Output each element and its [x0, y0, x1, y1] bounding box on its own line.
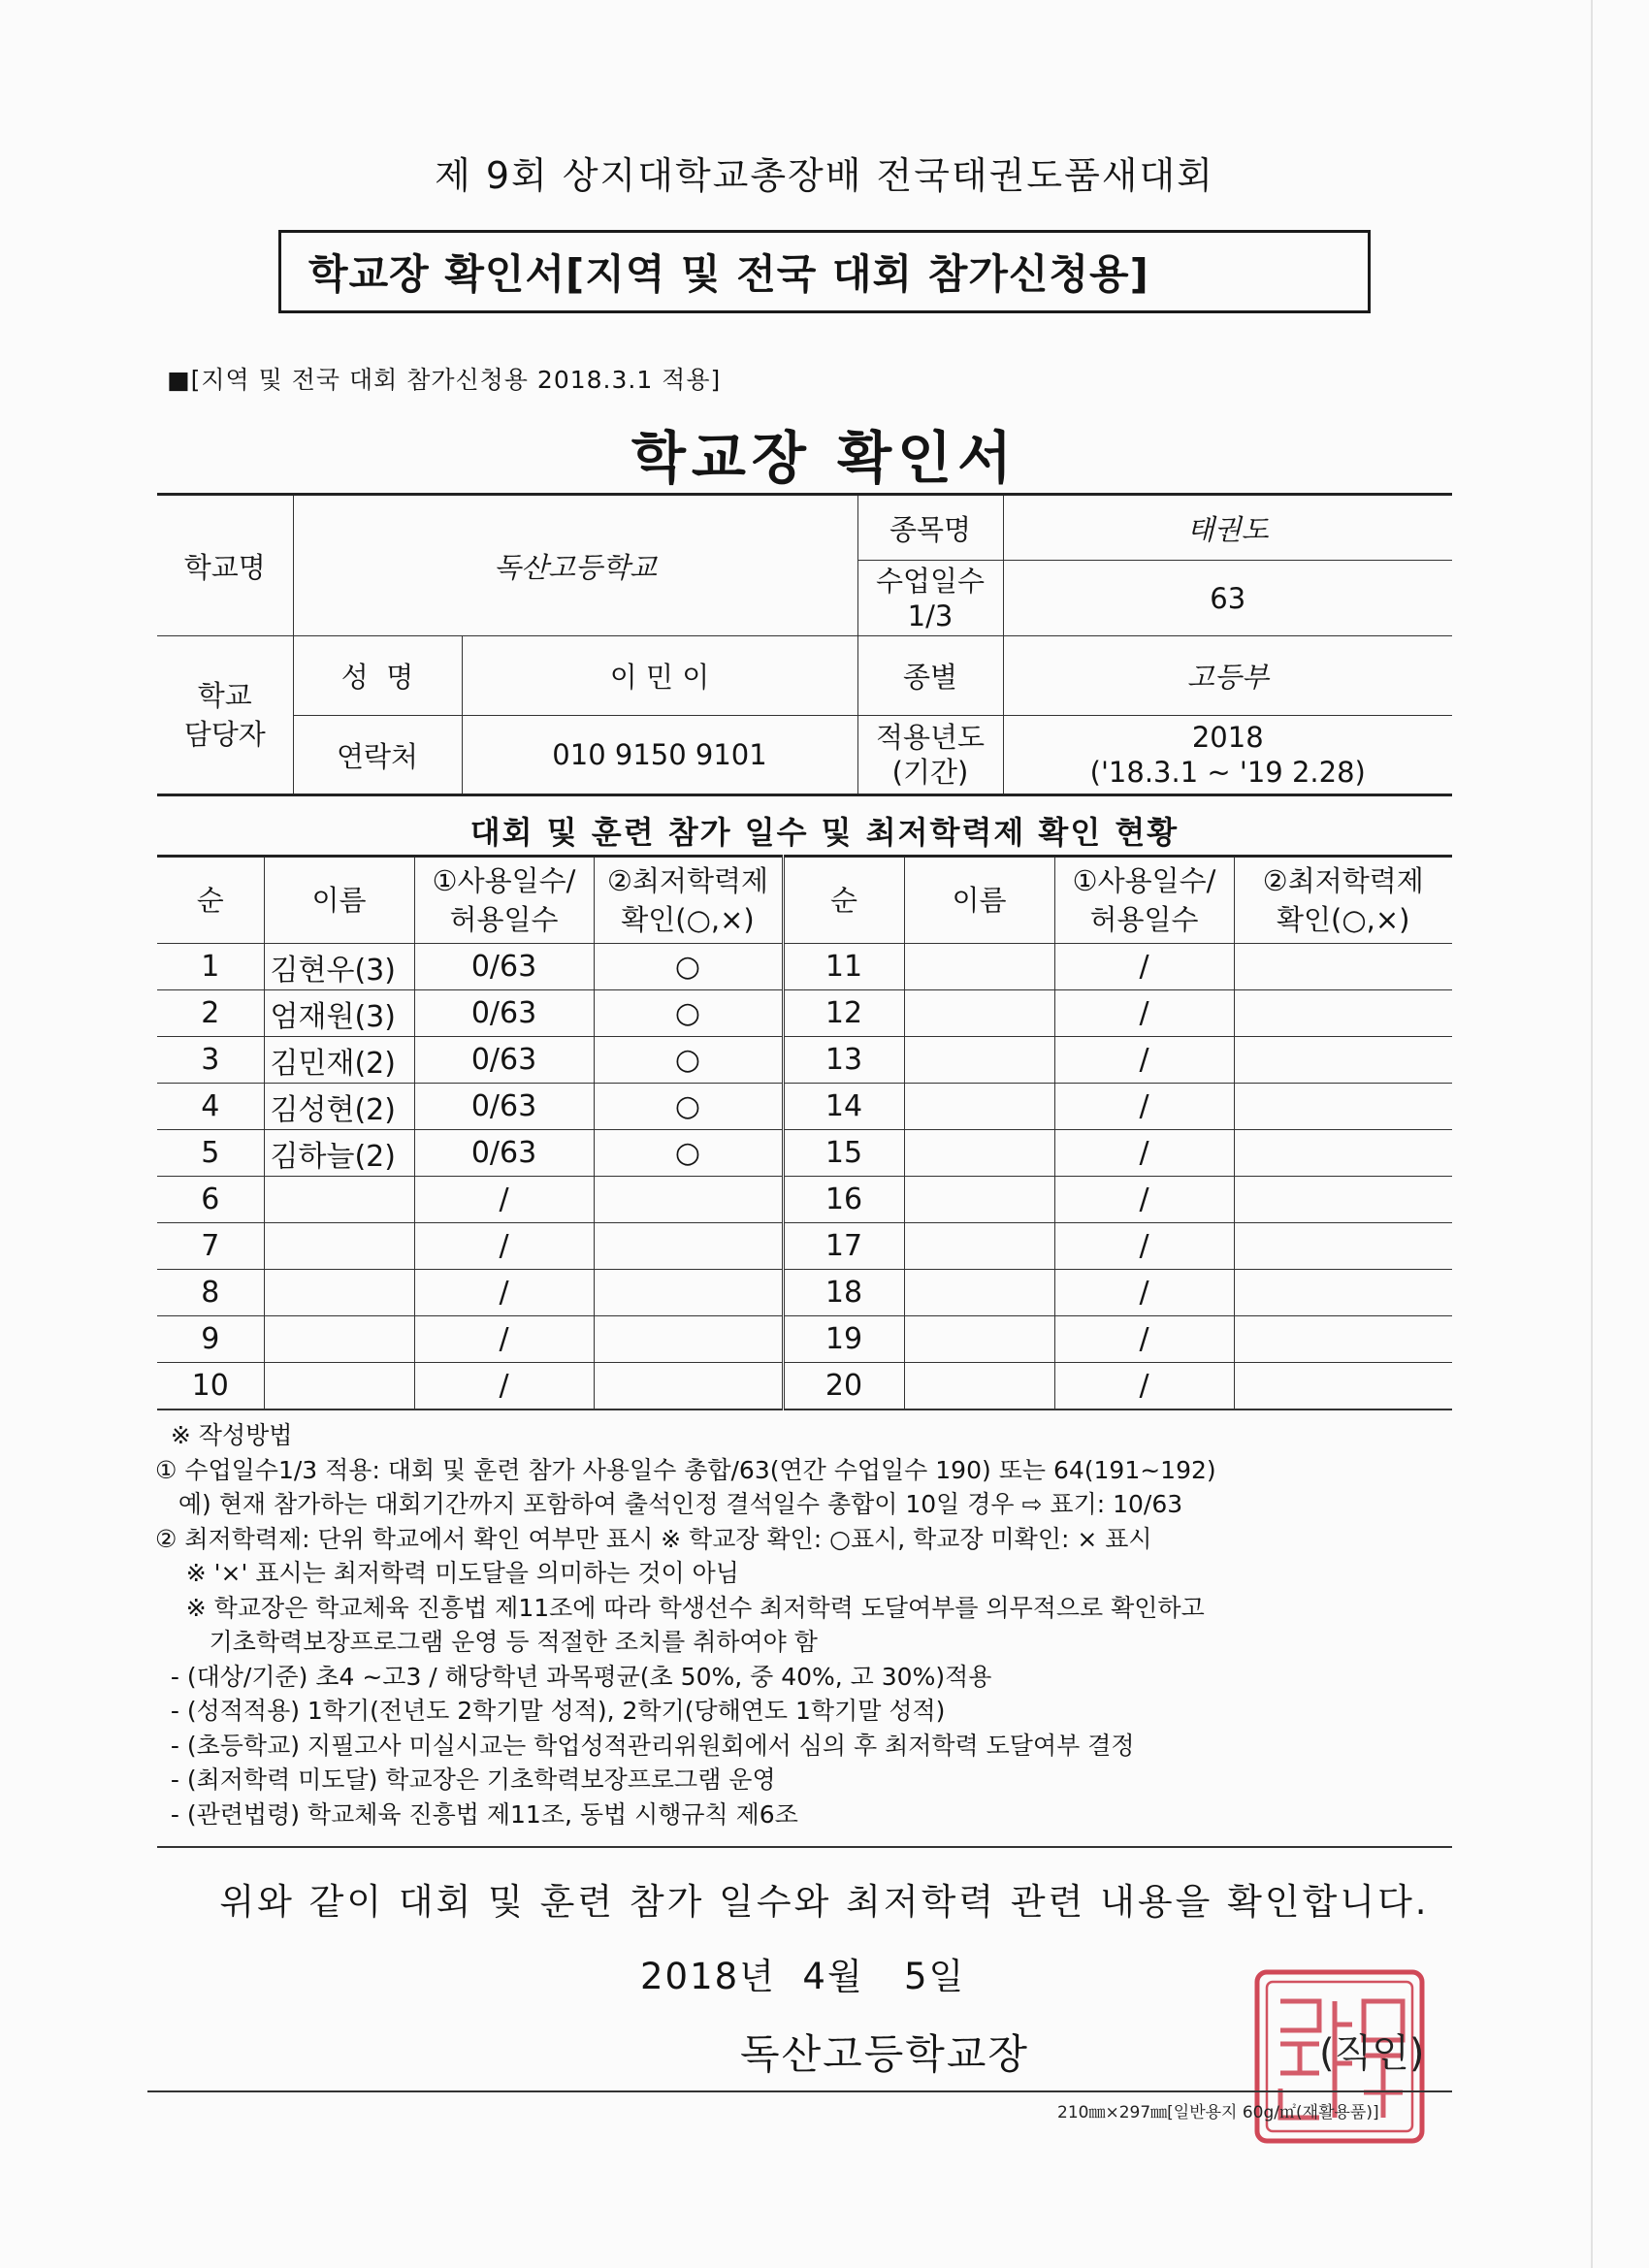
student-name	[264, 1223, 414, 1270]
student-name-right	[904, 1084, 1054, 1130]
division-value: 고등부	[1003, 636, 1452, 716]
used-days-right: /	[1054, 990, 1234, 1037]
header-check-right-line1: ②최저학력제	[1262, 864, 1424, 897]
bottom-divider	[147, 2090, 1452, 2092]
academic-check-right	[1234, 1363, 1452, 1410]
header-name-right: 이름	[904, 857, 1054, 944]
table-row	[157, 1130, 1452, 1177]
student-name	[264, 1363, 414, 1410]
row-number-right: 14	[783, 1084, 904, 1130]
row-number: 1	[157, 944, 264, 990]
note-line: - (관련법령) 학교체육 진흥법 제11조, 동법 시행규칙 제6조	[155, 1799, 798, 1829]
form-title: 학교장 확인서[지역 및 전국 대회 참가신청용]	[308, 250, 1149, 298]
school-info-table	[157, 493, 1452, 796]
paper-spec: 210㎜×297㎜[일반용지 60g/㎡(재활용품)]	[1057, 2103, 1379, 2122]
staff-label-line2: 담당자	[183, 718, 266, 751]
class-days-label-line2: 1/3	[907, 599, 954, 632]
row-number-right: 13	[783, 1037, 904, 1084]
header-days	[414, 857, 594, 944]
student-name: 엄재원(3)	[264, 990, 414, 1037]
form-title-box	[278, 230, 1371, 313]
header-name: 이름	[264, 857, 414, 944]
year-label-line2: (기간)	[891, 756, 969, 789]
year-label-line1: 적용년도	[875, 721, 986, 754]
student-name-right	[904, 944, 1054, 990]
row-number: 9	[157, 1316, 264, 1363]
school-name-label: 학교명	[157, 495, 293, 636]
used-days-right: /	[1054, 1037, 1234, 1084]
row-number: 7	[157, 1223, 264, 1270]
table-row	[157, 1084, 1452, 1130]
used-days-right: /	[1054, 1316, 1234, 1363]
student-name-right	[904, 1130, 1054, 1177]
academic-check	[594, 1363, 783, 1410]
header-days-line2: 허용일수	[449, 903, 559, 936]
year-value-line1: 2018	[1191, 721, 1264, 754]
year-label	[857, 716, 1003, 795]
used-days-right: /	[1054, 1177, 1234, 1223]
header-check-line2: 확인(○,×)	[621, 903, 755, 936]
contact-label: 연락처	[293, 716, 462, 795]
staff-name-label: 성 명	[293, 636, 462, 716]
academic-check: ○	[594, 944, 783, 990]
header-no: 순	[157, 857, 264, 944]
year-value-line2: ('18.3.1 ~ '19 2.28)	[1089, 756, 1366, 789]
student-name-right	[904, 1037, 1054, 1084]
note-line: - (초등학교) 지필고사 미실시교는 학업성적관리위원회에서 심의 후 최저학력 도달여부 결정	[155, 1731, 1135, 1760]
academic-check-right	[1234, 990, 1452, 1037]
header-days-right-line1: ①사용일수/	[1072, 864, 1216, 897]
used-days-right: /	[1054, 1270, 1234, 1316]
academic-check-right	[1234, 1223, 1452, 1270]
academic-check-right	[1234, 1084, 1452, 1130]
row-number-right: 20	[783, 1363, 904, 1410]
staff-label	[157, 636, 293, 795]
academic-check: ○	[594, 990, 783, 1037]
student-name: 김현우(3)	[264, 944, 414, 990]
row-number: 10	[157, 1363, 264, 1410]
used-days: /	[414, 1363, 594, 1410]
school-name-value: 독산고등학교	[293, 495, 857, 636]
used-days-right: /	[1054, 1223, 1234, 1270]
academic-check-right	[1234, 1130, 1452, 1177]
used-days: 0/63	[414, 1037, 594, 1084]
year-value	[1003, 716, 1452, 795]
student-name	[264, 1177, 414, 1223]
row-number: 6	[157, 1177, 264, 1223]
staff-label-line1: 학교	[197, 679, 252, 712]
student-name: 김하늘(2)	[264, 1130, 414, 1177]
used-days: /	[414, 1270, 594, 1316]
used-days: 0/63	[414, 944, 594, 990]
note-line: - (성적적용) 1학기(전년도 2학기말 성적), 2학기(당해연도 1학기말 성적)	[155, 1697, 946, 1725]
row-number: 4	[157, 1084, 264, 1130]
table-row	[157, 1270, 1452, 1316]
note-line: ② 최저학력제: 단위 학교에서 확인 여부만 표시 ※ 학교장 확인: ○표시, 학교장 미확인: × 표시	[155, 1524, 1152, 1553]
used-days-right: /	[1054, 1084, 1234, 1130]
academic-check	[594, 1223, 783, 1270]
student-name-right	[904, 1316, 1054, 1363]
header-check-right	[1234, 857, 1452, 944]
academic-check: ○	[594, 1037, 783, 1084]
document-title: 학교장 확인서	[630, 425, 1018, 491]
table-row	[157, 944, 1452, 990]
used-days: 0/63	[414, 1130, 594, 1177]
row-number-right: 11	[783, 944, 904, 990]
student-name-right	[904, 990, 1054, 1037]
header-days-line1: ①사용일수/	[432, 864, 576, 897]
used-days: 0/63	[414, 1084, 594, 1130]
writing-instructions	[155, 1418, 1474, 1831]
division-label: 종별	[857, 636, 1003, 716]
student-name-right	[904, 1270, 1054, 1316]
row-number-right: 19	[783, 1316, 904, 1363]
note-line: ※ 학교장은 학교체육 진흥법 제11조에 따라 학생선수 최저학력 도달여부를 의무적으로 확인하고	[155, 1593, 1205, 1622]
note-line: ※ '×' 표시는 최저학력 미도달을 의미하는 것이 아님	[155, 1559, 739, 1587]
table-row	[157, 1316, 1452, 1363]
roster-body	[157, 944, 1452, 1410]
event-title: 제 9회 상지대학교총장배 전국태권도품새대회	[435, 154, 1214, 197]
student-name	[264, 1270, 414, 1316]
row-number-right: 18	[783, 1270, 904, 1316]
row-number: 5	[157, 1130, 264, 1177]
scan-edge	[1591, 0, 1593, 2268]
seal-label: (직인)	[1319, 2031, 1425, 2076]
issue-date: 2018년 4월 5일	[640, 1956, 966, 1997]
notes-divider	[157, 1846, 1452, 1848]
used-days: /	[414, 1316, 594, 1363]
class-days-label-line1: 수업일수	[875, 564, 986, 598]
used-days: /	[414, 1223, 594, 1270]
table-row	[157, 990, 1452, 1037]
roster-table	[157, 855, 1452, 1410]
student-name-right	[904, 1223, 1054, 1270]
sport-label: 종목명	[857, 495, 1003, 561]
note-line: - (대상/기준) 초4 ~고3 / 해당학년 과목평균(초 50%, 중 40%, 고 30%)적용	[155, 1662, 992, 1691]
principal-name: 독산고등학교장	[740, 2030, 1030, 2078]
header-check-right-line2: 확인(○,×)	[1277, 903, 1410, 936]
header-days-right	[1054, 857, 1234, 944]
academic-check-right	[1234, 1037, 1452, 1084]
table-row	[157, 1177, 1452, 1223]
academic-check	[594, 1270, 783, 1316]
confirmation-statement: 위와 같이 대회 및 훈련 참가 일수와 최저학력 관련 내용을 확인합니다.	[219, 1881, 1430, 1923]
header-check	[594, 857, 783, 944]
academic-check	[594, 1177, 783, 1223]
note-line: 예) 현재 참가하는 대회기간까지 포함하여 출석인정 결석일수 총합이 10일 경우 ⇨ 표기: 10/63	[155, 1490, 1183, 1518]
row-number-right: 16	[783, 1177, 904, 1223]
header-days-right-line2: 허용일수	[1089, 903, 1199, 936]
academic-check: ○	[594, 1130, 783, 1177]
used-days-right: /	[1054, 944, 1234, 990]
student-name	[264, 1316, 414, 1363]
academic-check	[594, 1316, 783, 1363]
used-days: 0/63	[414, 990, 594, 1037]
student-name-right	[904, 1363, 1054, 1410]
note-line: ※ 작성방법	[155, 1421, 293, 1449]
student-name-right	[904, 1177, 1054, 1223]
staff-name-value: 이 민 이	[462, 636, 857, 716]
student-name: 김성현(2)	[264, 1084, 414, 1130]
sport-value: 태권도	[1003, 495, 1452, 561]
note-line: 기초학력보장프로그램 운영 등 적절한 조치를 취하여야 함	[155, 1628, 818, 1656]
academic-check-right	[1234, 1316, 1452, 1363]
student-name: 김민재(2)	[264, 1037, 414, 1084]
academic-check-right	[1234, 1177, 1452, 1223]
form-note: ■[지역 및 전국 대회 참가신청용 2018.3.1 적용]	[167, 366, 722, 394]
row-number-right: 15	[783, 1130, 904, 1177]
used-days-right: /	[1054, 1130, 1234, 1177]
header-check-line1: ②최저학력제	[606, 864, 769, 897]
class-days-label	[857, 561, 1003, 636]
academic-check: ○	[594, 1084, 783, 1130]
note-line: - (최저학력 미도달) 학교장은 기초학력보장프로그램 운영	[155, 1766, 776, 1794]
table-row	[157, 1223, 1452, 1270]
row-number: 3	[157, 1037, 264, 1084]
row-number-right: 12	[783, 990, 904, 1037]
table-row	[157, 1363, 1452, 1410]
roster-header-row	[157, 857, 1452, 944]
used-days: /	[414, 1177, 594, 1223]
row-number: 2	[157, 990, 264, 1037]
header-no-right: 순	[783, 857, 904, 944]
roster-section-title: 대회 및 훈련 참가 일수 및 최저학력제 확인 현황	[469, 814, 1180, 851]
row-number: 8	[157, 1270, 264, 1316]
used-days-right: /	[1054, 1363, 1234, 1410]
academic-check-right	[1234, 944, 1452, 990]
academic-check-right	[1234, 1270, 1452, 1316]
class-days-value: 63	[1003, 561, 1452, 636]
contact-value: 010 9150 9101	[462, 716, 857, 795]
note-line: ① 수업일수1/3 적용: 대회 및 훈련 참가 사용일수 총합/63(연간 수업일수 190) 또는 64(191~192)	[155, 1455, 1216, 1484]
table-row	[157, 1037, 1452, 1084]
row-number-right: 17	[783, 1223, 904, 1270]
